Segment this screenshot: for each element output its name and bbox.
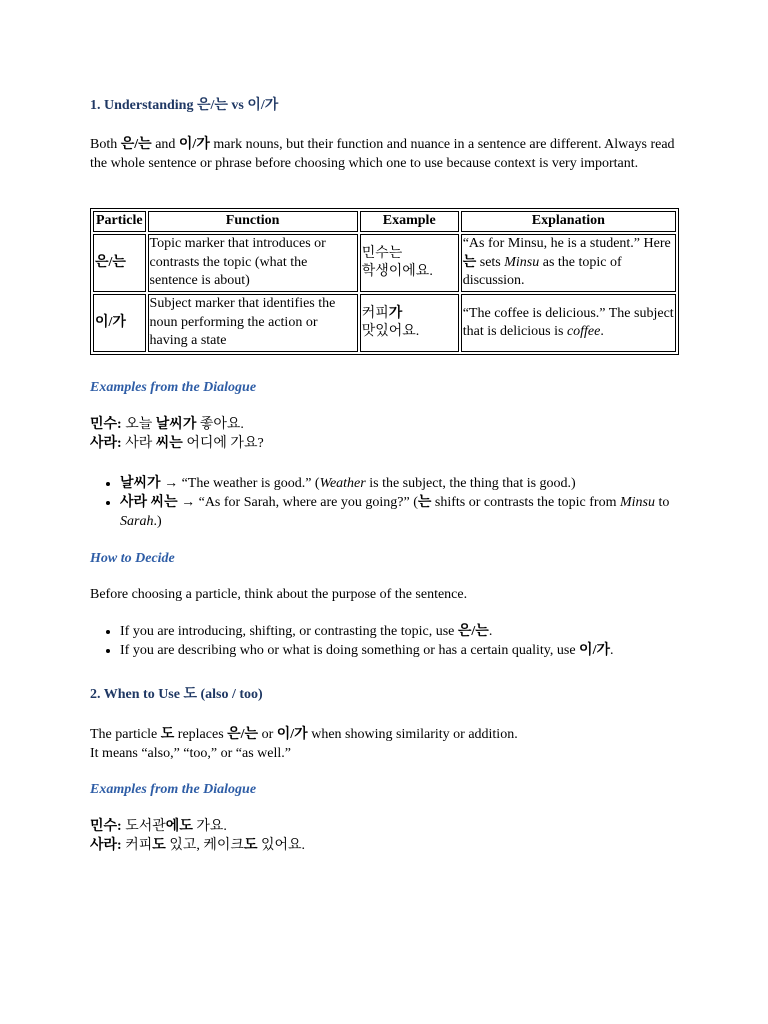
example-particle: 가 bbox=[388, 305, 403, 321]
table-header-row bbox=[93, 211, 676, 232]
key-phrase: 날씨가 bbox=[120, 476, 161, 491]
explanation-text: . bbox=[600, 324, 604, 339]
cell-example bbox=[360, 234, 459, 292]
key-particle: 이/가 bbox=[276, 727, 308, 742]
examples-heading: Examples from the Dialogue bbox=[90, 380, 257, 395]
dialogue-key-phrase: 에도 bbox=[165, 819, 193, 834]
section-2-line bbox=[90, 725, 518, 744]
intro-text: mark nouns, but their function and nuance in a sentence are different. Always read the whole sentence or phrase before choosing which one to use because context is very important. bbox=[90, 137, 675, 171]
section-2-line: It means “also,” “too,” or “as well.” bbox=[90, 746, 291, 761]
how-to-decide-intro: Before choosing a particle, think about the purpose of the sentence. bbox=[90, 587, 468, 602]
col-header-explanation: Explanation bbox=[461, 211, 676, 232]
bullet-text: .) bbox=[153, 514, 162, 529]
cell-particle: 이/가 bbox=[93, 294, 146, 352]
example-predicate: 맛있어요. bbox=[361, 324, 420, 339]
cell-explanation bbox=[461, 234, 676, 292]
key-particle: 은/는 bbox=[227, 727, 259, 742]
col-header-particle: Particle bbox=[93, 211, 146, 232]
explanation-text: as the topic of discussion. bbox=[462, 254, 622, 289]
list-item bbox=[120, 641, 720, 660]
list-item bbox=[120, 493, 680, 531]
dialogue-line bbox=[90, 836, 305, 855]
section-1-heading: 1. Understanding 은/는 vs 이/가 bbox=[90, 98, 279, 113]
speaker-label: 민수: bbox=[90, 819, 122, 834]
dialogue-text: 도서관 bbox=[121, 819, 166, 834]
dialogue-text: 어디에 가요? bbox=[182, 436, 264, 451]
table-row bbox=[93, 234, 676, 292]
cell-function: Topic marker that introduces or contrasts the topic (what the sentence is about) bbox=[148, 234, 358, 292]
bullet-text: is the subject, the thing that is good.) bbox=[365, 476, 576, 491]
dialogue-line bbox=[90, 434, 264, 453]
bullet-text: shifts or contrasts the topic from bbox=[431, 495, 620, 510]
intro-text: and bbox=[151, 137, 179, 152]
section-2-body bbox=[90, 725, 518, 763]
speaker-label: 민수: bbox=[90, 417, 122, 432]
dialogue-line bbox=[90, 817, 305, 836]
list-item bbox=[120, 622, 720, 641]
col-header-function: Function bbox=[148, 211, 358, 232]
body-text: replaces bbox=[174, 727, 228, 742]
col-header-example: Example bbox=[360, 211, 459, 232]
speaker-label: 사라: bbox=[90, 436, 122, 451]
explanation-text: sets bbox=[476, 254, 505, 270]
bullet-text: . bbox=[488, 624, 493, 639]
intro-particle-eun-neun: 은/는 bbox=[120, 137, 152, 152]
how-to-decide-list bbox=[90, 622, 720, 660]
explanation-emphasis: Minsu bbox=[504, 254, 540, 270]
explanation-text: “As for Minsu, he is a student.” Here bbox=[462, 236, 671, 252]
body-text: The particle bbox=[90, 727, 161, 742]
dialogue-key-phrase: 도 bbox=[243, 838, 258, 853]
speaker-label: 사라: bbox=[90, 838, 122, 853]
dialogue-text: 커피 bbox=[121, 838, 153, 853]
dialogue-text: 가요. bbox=[192, 819, 227, 834]
table-row bbox=[93, 294, 676, 352]
list-item bbox=[120, 474, 680, 493]
bullet-text: to bbox=[654, 495, 670, 510]
dialogue-text: 좋아요. bbox=[196, 417, 244, 432]
particle-table bbox=[90, 208, 679, 355]
explanation-text: “The coffee is delicious.” The subject that is delicious is bbox=[462, 305, 674, 339]
explanation-emphasis: coffee bbox=[566, 324, 601, 339]
example-noun: 커피 bbox=[361, 305, 389, 321]
cell-particle: 은/는 bbox=[93, 234, 146, 292]
key-phrase: 사라 씨는 bbox=[120, 495, 178, 510]
examples-bullet-list bbox=[90, 474, 680, 531]
key-particle: 는 bbox=[417, 495, 432, 510]
example-predicate: 학생이에요. bbox=[361, 264, 433, 279]
intro-particle-i-ga: 이/가 bbox=[178, 137, 210, 152]
body-text: when showing similarity or addition. bbox=[307, 727, 518, 742]
bullet-text: If you are describing who or what is doing something or has a certain quality, use bbox=[120, 643, 580, 658]
examples-heading: Examples from the Dialogue bbox=[90, 782, 257, 797]
intro-text: Both bbox=[90, 137, 121, 152]
cell-function: Subject marker that identifies the noun performing the action or having a state bbox=[148, 294, 358, 352]
body-text: or bbox=[258, 727, 277, 742]
dialogue-text: 있고, 케이크 bbox=[165, 838, 244, 853]
how-to-decide-heading: How to Decide bbox=[90, 551, 175, 566]
bullet-emphasis: Minsu bbox=[619, 495, 655, 510]
cell-example bbox=[360, 294, 459, 352]
bullet-emphasis: Sarah bbox=[120, 514, 154, 529]
bullet-text: → “As for Sarah, where are you going?” ( bbox=[177, 495, 418, 510]
key-particle: 도 bbox=[160, 727, 175, 742]
dialogue-text: 오늘 bbox=[121, 417, 156, 432]
cell-explanation bbox=[461, 294, 676, 352]
dialogue-line bbox=[90, 415, 264, 434]
section-1-intro bbox=[90, 135, 680, 173]
dialogue-block bbox=[90, 415, 264, 453]
bullet-text: . bbox=[610, 643, 614, 658]
bullet-emphasis: Weather bbox=[319, 476, 366, 491]
dialogue-key-phrase: 도 bbox=[152, 838, 166, 853]
section-2-heading: 2. When to Use 도 (also / too) bbox=[90, 687, 263, 702]
dialogue-text: 사라 bbox=[121, 436, 156, 451]
dialogue-block bbox=[90, 817, 305, 855]
dialogue-key-phrase: 씨는 bbox=[155, 436, 183, 451]
dialogue-text: 있어요. bbox=[257, 838, 306, 853]
bullet-text: If you are introducing, shifting, or contrasting the topic, use bbox=[120, 624, 458, 639]
dialogue-key-phrase: 날씨가 bbox=[155, 417, 197, 432]
explanation-particle: 는 bbox=[462, 254, 477, 270]
key-particle: 이/가 bbox=[579, 643, 610, 658]
example-topic: 민수는 bbox=[361, 245, 403, 261]
key-particle: 은/는 bbox=[457, 624, 489, 639]
bullet-text: → “The weather is good.” ( bbox=[160, 476, 320, 491]
